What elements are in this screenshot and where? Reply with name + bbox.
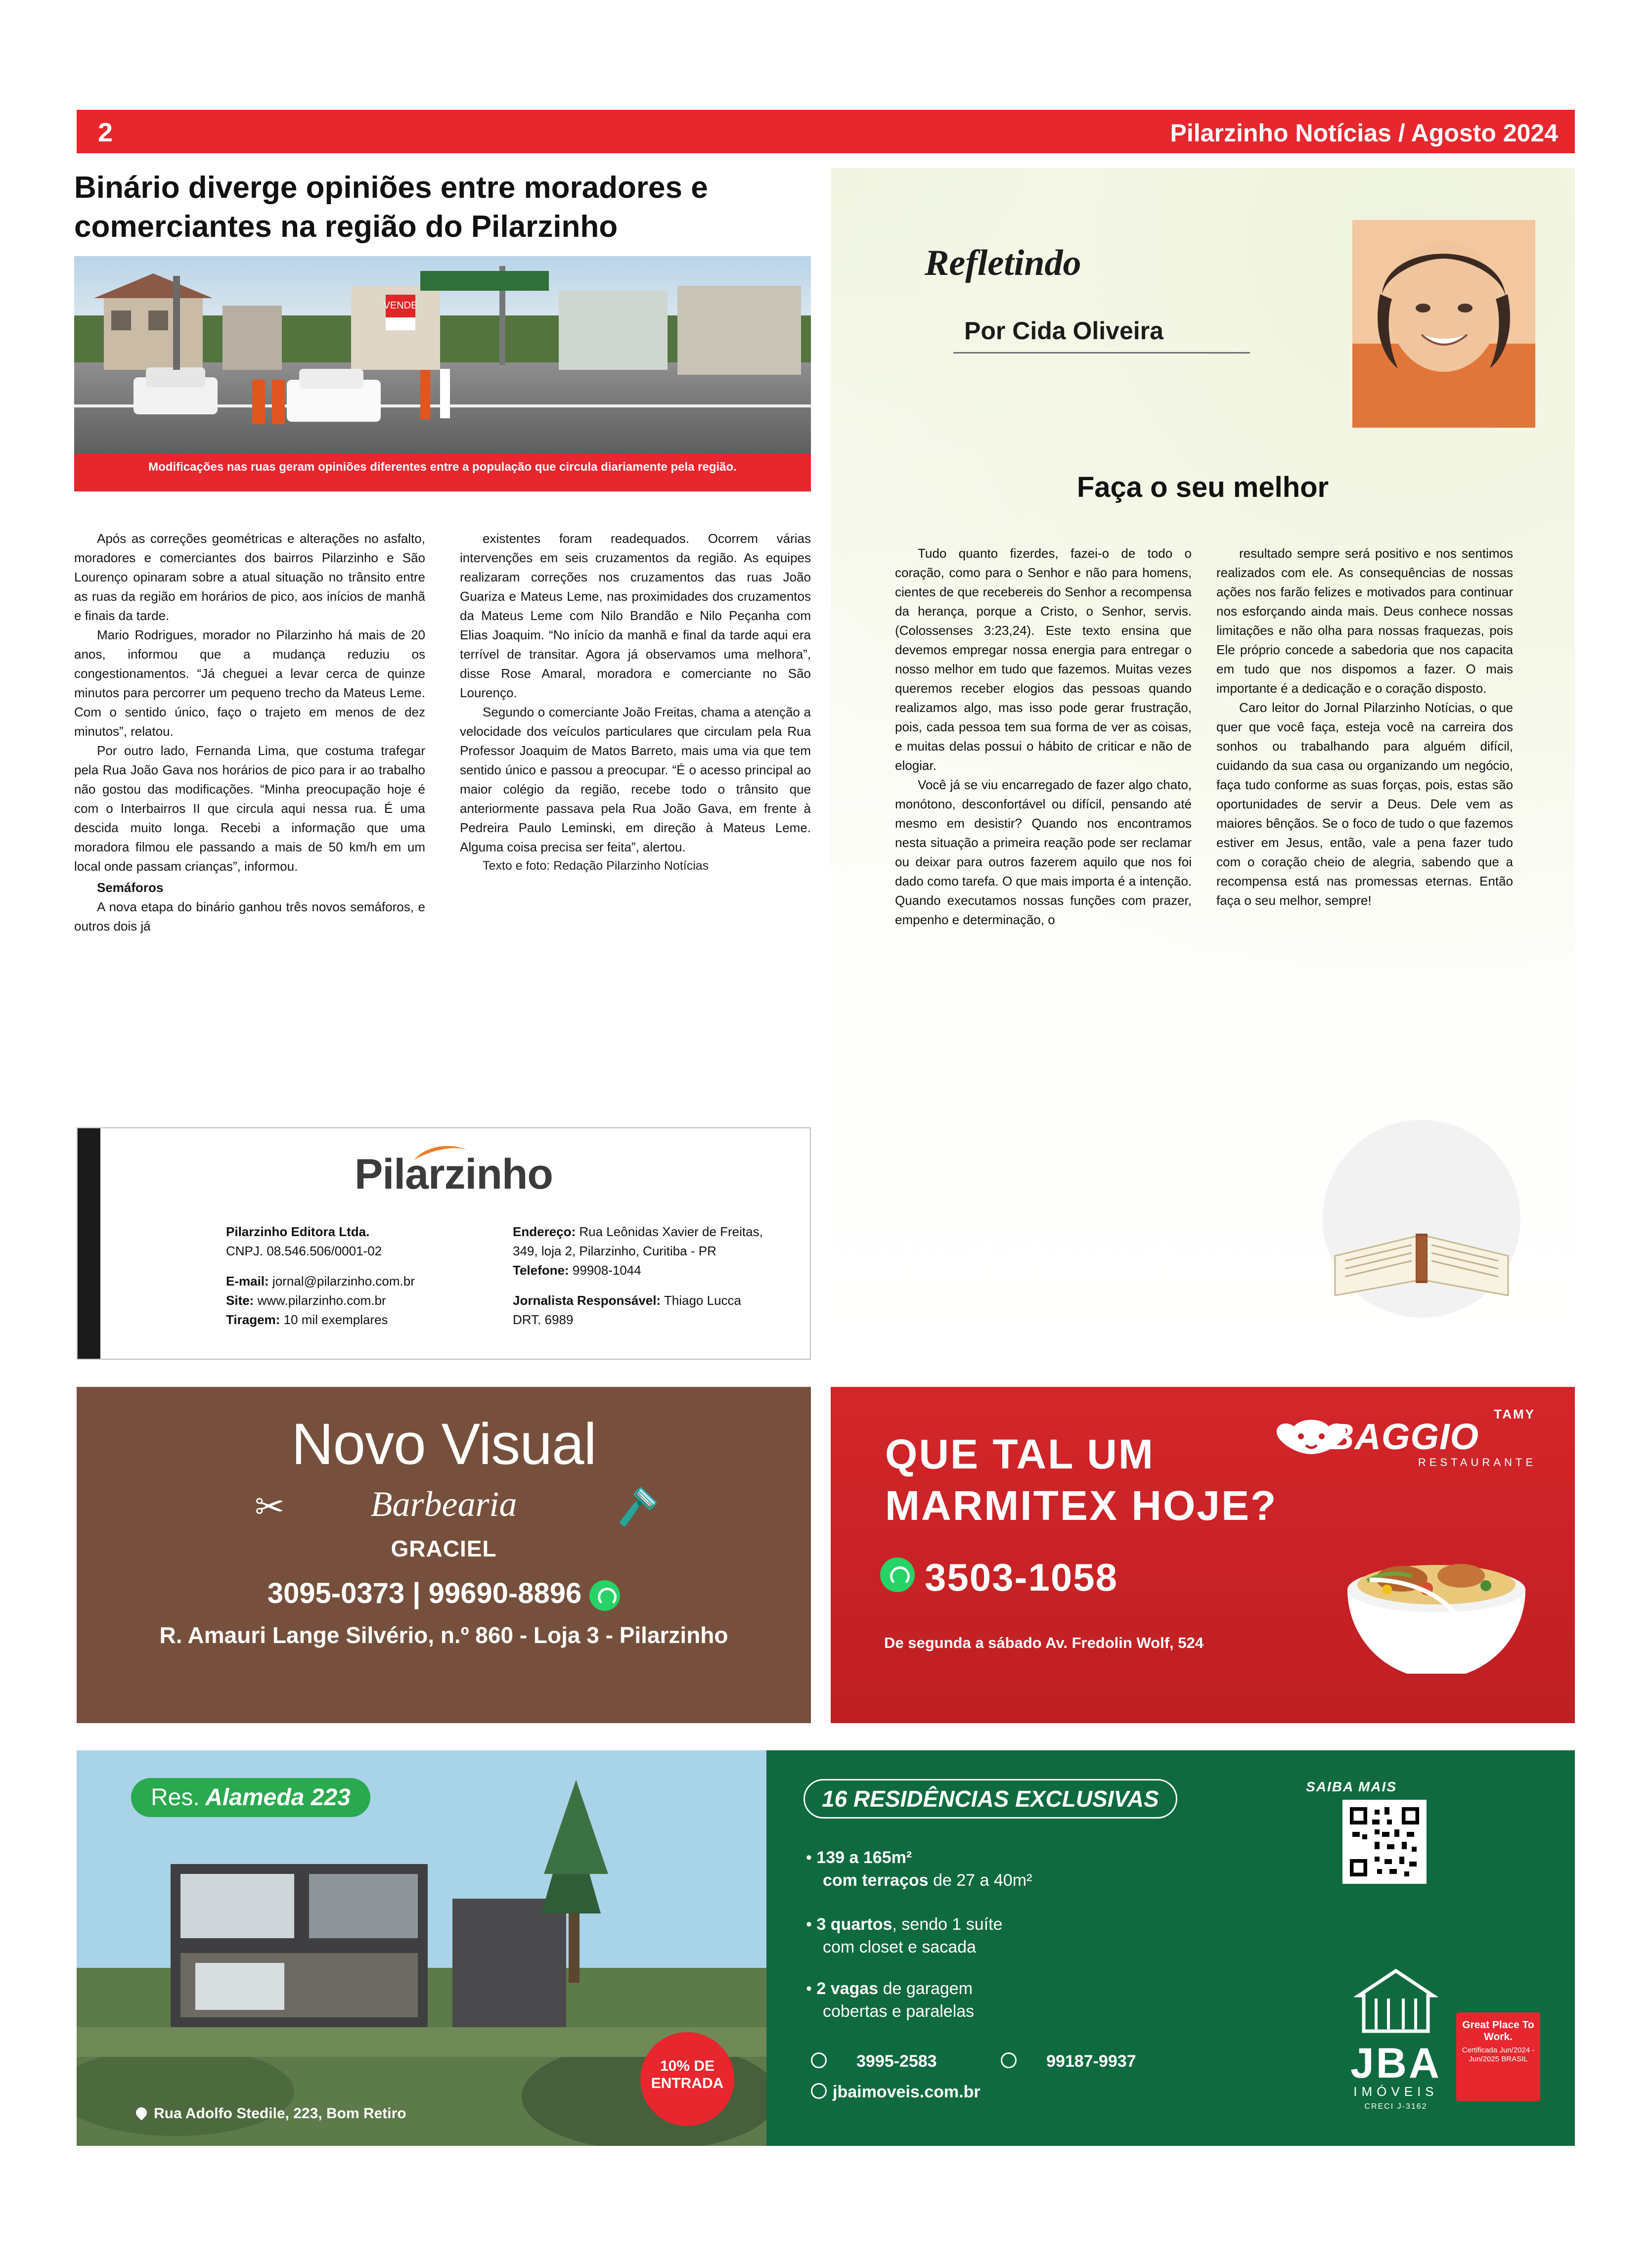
- ad-jba-phone-1: 3995-2583: [856, 2052, 937, 2071]
- refletindo-author: Por Cida Oliveira: [964, 317, 1163, 345]
- ad-jba-bullet-1-line2-strong: com terraços: [823, 1870, 929, 1890]
- logo-swoosh-icon: [413, 1142, 468, 1164]
- ad-jba-website-text: jbaimoveis.com.br: [833, 2083, 981, 2101]
- whatsapp-icon: [1001, 2052, 1017, 2068]
- ad-jba-bullet-3: • 2 vagas de garagem cobertas e paralelas: [806, 1979, 975, 2021]
- expediente-tiragem: 10 mil exemplares: [283, 1312, 388, 1327]
- ad-jba-heading: 16 RESIDÊNCIAS EXCLUSIVAS: [804, 1779, 1177, 1819]
- ad-jba-creci: CRECI J-3162: [1364, 2102, 1428, 2111]
- ad-jba-address: [136, 2105, 406, 2122]
- expediente-site-label: Site:: [226, 1293, 254, 1308]
- expediente-box: [77, 1127, 811, 1360]
- page-number: 2: [98, 118, 113, 147]
- paragraph: Caro leitor do Jornal Pilarzinho Notícias, o que quer que você faça, esteja você na carreira dos sonhos ou trabalhando para alguém difícil, cuidando da sua casa ou organizando um negócio, faça tudo conforme as suas forças, pois, estas são oportunidades de servir a Deus. Dele vem as maiores bênçãos. Se o foco de tudo o que fazemos estiver em Jesus, então, vale a pena fazer tudo com o coração cheio de alegria, sabendo que a recompensa está nas promessas eternas. Então faça o seu melhor, sempre!: [1216, 700, 1513, 908]
- scissors-icon: ✂: [255, 1487, 285, 1527]
- open-book-icon: [1315, 1112, 1528, 1325]
- refletindo-heading: Faça o seu melhor: [1076, 471, 1329, 503]
- paragraph: Tudo quanto fizerdes, fazei-o de todo o coração, como para o Senhor e não para homens, cientes de que recebereis do Senhor a recompensa da herança, porque a Cristo, o Senhor, servis. (Colossenses 3:23,24). Este texto ensina que devemos empregar nossa energia para entregar o nosso melhor em tudo que fazemos. Muitas vezes queremos receber elogios das pessoas quando realizamos algo, mas isso pode gerar frustração, pois, cada pessoa tem sua forma de ver as coisas, e muitas delas possui o hábito de criticar e não de elogiar.: [895, 546, 1192, 773]
- ad-jba-saiba-mais: SAIBA MAIS: [1306, 1779, 1397, 1794]
- header-title: Pilarzinho Notícias / Agosto 2024: [1170, 119, 1558, 147]
- expediente-accent-bar: [78, 1128, 100, 1359]
- ad-jba-bullet-3-strong: 2 vagas: [816, 1979, 879, 1998]
- subheading: Semáforos: [97, 880, 164, 895]
- ad-jba-website[interactable]: [811, 2083, 981, 2102]
- expediente-site[interactable]: www.pilarzinho.com.br: [257, 1293, 386, 1308]
- ad-barbearia-phone-text: 3095-0373 | 99690-8896: [267, 1577, 582, 1609]
- article-credit: Texto e foto: Redação Pilarzinho Notícias: [483, 859, 709, 873]
- expediente-company: Pilarzinho Editora Ltda.: [226, 1224, 370, 1239]
- ad-jba-phone-2: 99187-9937: [1046, 2052, 1136, 2071]
- paragraph: existentes foram readequados. Ocorrem várias intervenções em seis cruzamentos da região. As equipes realizaram correções nos cruzamentos das ruas João Guariza e Mateus Leme, nas proximidades dos cruzamentos da Mateus Leme com Nilo Brandão e Nilo Peçanha com Elias Joaquim. “No início da manhã e final da tarde aqui era terrível de transitar. Agora já observamos uma melhora”, disse Rose Amaral, moradora e comerciante no São Lourenço.: [460, 531, 811, 700]
- ad-jba-entrada-badge: 10% DE ENTRADA: [640, 2032, 734, 2126]
- article-column-1: [74, 529, 425, 936]
- ad-barbearia-subtitle: Barbearia: [370, 1484, 517, 1524]
- ad-jba-badge-prefix: Res.: [151, 1784, 200, 1811]
- globe-icon: [811, 2083, 827, 2099]
- ad-marmitex[interactable]: [831, 1387, 1575, 1723]
- refletindo-column-2: [1216, 544, 1513, 910]
- expediente-telefone: 99908-1044: [572, 1263, 641, 1278]
- ad-jba-logo-small: IMÓVEIS: [1353, 2084, 1438, 2099]
- ad-jba-bullet-3-line2: cobertas e paralelas: [823, 2001, 975, 2021]
- refletindo-column: [831, 168, 1575, 1360]
- phone-icon: [811, 2052, 827, 2068]
- ad-marmitex-footer: De segunda a sábado Av. Fredolin Wolf, 524: [884, 1634, 1204, 1651]
- ad-marmitex-brand-name: BAGGIO: [1328, 1416, 1479, 1457]
- ad-jba-logo-big: JBA: [1350, 2040, 1441, 2088]
- article-column-2: [460, 529, 811, 876]
- paragraph: Segundo o comerciante João Freitas, chama a atenção a velocidade dos veículos particulares que circulam pela Rua Professor Joaquim de Matos Barreto, mais uma via que tem sentido único e passou a preocupar. “É o acesso principal ao maior colégio da região, recebe todo o trânsito que anteriormente passava pela Rua João Gava, em frente à Pedreira Paulo Leminski, em direção à Mateus Leme. Alguma coisa precisa ser feita”, alertou.: [460, 705, 811, 854]
- ad-barbearia-owner: GRACIEL: [391, 1536, 497, 1561]
- ad-barbearia-phones: [77, 1572, 811, 1610]
- ad-barbearia-name: Novo Visual: [291, 1412, 596, 1477]
- ad-jba-logo: [1350, 1967, 1441, 2111]
- expediente-tiragem-label: Tiragem:: [226, 1312, 280, 1327]
- ad-jba-bullet-1: • 139 a 165m² com terraços de 27 a 40m²: [806, 1848, 1032, 1890]
- article-photo: [74, 256, 811, 454]
- qr-code-icon[interactable]: [1342, 1800, 1427, 1884]
- ad-marmitex-line1: QUE TAL UM: [885, 1431, 1155, 1477]
- ad-jba-contacts[interactable]: [811, 2052, 1196, 2071]
- expediente-right-column: [513, 1222, 790, 1330]
- expediente-left-column: [226, 1222, 493, 1330]
- ad-barbearia[interactable]: [77, 1387, 811, 1723]
- expediente-jornalista: Thiago Lucca: [664, 1293, 741, 1308]
- ad-marmitex-brand-sub: RESTAURANTE: [1418, 1456, 1536, 1468]
- whatsapp-icon[interactable]: [589, 1580, 620, 1611]
- ad-jba-bullet-2-rest: , sendo 1 suíte: [892, 1915, 1003, 1934]
- gptw-title: Great Place To Work.: [1462, 2019, 1534, 2043]
- ad-jba-imoveis[interactable]: [77, 1750, 1575, 2146]
- paragraph: Você já se viu encarregado de fazer algo chato, monótono, desconfortável ou difícil, pensando até mesmo em desistir? Quando nos encontramos nesta situação a primeira reação pode ser reclamar ou deixar para outros fazerem aquilo que nos foi dado como tarefa. O que mais importa é a intenção. Quando executamos nossas funções com prazer, empenho e determinação, o: [895, 777, 1192, 927]
- expediente-email-label: E-mail:: [226, 1274, 269, 1289]
- ad-jba-bullet-1-line2-rest: de 27 a 40m²: [928, 1870, 1032, 1890]
- paragraph: resultado sempre será positivo e nos sentimos realizados com ele. As consequências de nossas ações nos farão felizes e motivados para continuar nos esforçando ainda mais. Deus conhece nossas limitações e não olha para nossas fraquezas, pois Ele próprio concede a sabedoria que nos capacita em tudo que nos dispomos a fazer. O mais importante é a dedicação e o coração disposto.: [1216, 546, 1513, 696]
- refletindo-body: [895, 544, 1513, 930]
- expediente-cnpj: CNPJ. 08.546.506/0001-02: [226, 1244, 382, 1258]
- paragraph: Após as correções geométricas e alterações no asfalto, moradores e comerciantes dos bairros Pilarzinho e São Lourenço opinaram sobre a atual situação no trânsito entre as ruas da região em horários de pico, aos inícios de manhã e finais da tarde.: [74, 531, 425, 623]
- map-pin-icon: [134, 2105, 149, 2120]
- refletindo-column-1: [895, 544, 1192, 930]
- expediente-drt: DRT. 6989: [513, 1312, 574, 1327]
- photo-caption: Modificações nas ruas geram opiniões diferentes entre a população que circula diariamente pela região.: [74, 454, 811, 491]
- ad-jba-bullet-2-strong: 3 quartos: [816, 1915, 893, 1934]
- ad-marmitex-line2: MARMITEX HOJE?: [885, 1482, 1278, 1529]
- whatsapp-icon[interactable]: [880, 1557, 915, 1592]
- paragraph: Por outro lado, Fernanda Lima, que costuma trafegar pela Rua João Gava nos horários de pico para ir ao trabalho não gostou das modificações. “Minha preocupação hoje é com o Interbairros II que circula aqui nessa rua. É uma descida muito longa. Recebi a informação que uma moradora filmou ele passando a mais de 50 km/h em um local onde passam crianças”, informou.: [74, 743, 425, 874]
- ad-barbearia-address: R. Amauri Lange Silvério, n.º 860 - Loja 3 - Pilarzinho: [159, 1622, 728, 1648]
- expediente-logo: [355, 1150, 553, 1199]
- ad-jba-bullet-2-line2: com closet e sacada: [823, 1937, 976, 1956]
- paragraph: A nova etapa do binário ganhou três novos semáforos, e outros dois já: [74, 899, 425, 933]
- expediente-logo-text: Pilarzinho: [355, 1151, 553, 1198]
- ad-jba-badge-name: Alameda 223: [205, 1784, 351, 1811]
- great-place-to-work-badge: [1456, 2012, 1540, 2101]
- ad-jba-address-text: Rua Adolfo Stedile, 223, Bom Retiro: [154, 2105, 406, 2122]
- razor-icon: 🪒: [616, 1487, 660, 1527]
- paragraph: Mario Rodrigues, morador no Pilarzinho há mais de 20 anos, informou que a mudança reduziu os congestionamentos. “Já cheguei a levar cerca de quinze minutos para percorrer um pequeno trecho da Mateus Leme. Com o sentido único, faço o trajeto em menos de dez minutos”, relatou.: [74, 627, 425, 739]
- expediente-jornalista-label: Jornalista Responsável:: [513, 1293, 661, 1308]
- expediente-endereco: Rua Leônidas Xavier de Freitas, 349, loja 2, Pilarzinho, Curitiba - PR: [513, 1224, 763, 1258]
- ad-marmitex-phone: 3503-1058: [925, 1556, 1118, 1599]
- curved-arrow-icon: [1365, 1575, 1473, 1634]
- svg-text:VENDE: VENDE: [383, 300, 418, 311]
- ad-jba-bullet-2: • 3 quartos, sendo 1 suíte com closet e sacada: [806, 1915, 1003, 1956]
- building-icon: [1354, 1967, 1438, 2041]
- ad-marmitex-brand-top: TAMY: [1494, 1407, 1535, 1422]
- ad-jba-bullet-3-rest: de garagem: [878, 1979, 973, 1998]
- author-photo: [1352, 220, 1535, 428]
- ad-jba-badge: [131, 1778, 370, 1817]
- article-headline: Binário diverge opiniões entre moradores e comerciantes na região do Pilarzinho: [74, 171, 708, 244]
- article-body: [74, 529, 811, 1112]
- gptw-cert: Certificada Jun/2024 - Jun/2025 BRASIL: [1462, 2046, 1535, 2063]
- refletindo-title: Refletindo: [925, 243, 1081, 283]
- ad-jba-bullet-1-strong: 139 a 165m²: [816, 1848, 912, 1867]
- expediente-telefone-label: Telefone:: [513, 1263, 569, 1278]
- expediente-endereco-label: Endereço:: [513, 1224, 576, 1239]
- expediente-email[interactable]: jornal@pilarzinho.com.br: [272, 1274, 415, 1289]
- refletindo-rule: [953, 352, 1250, 354]
